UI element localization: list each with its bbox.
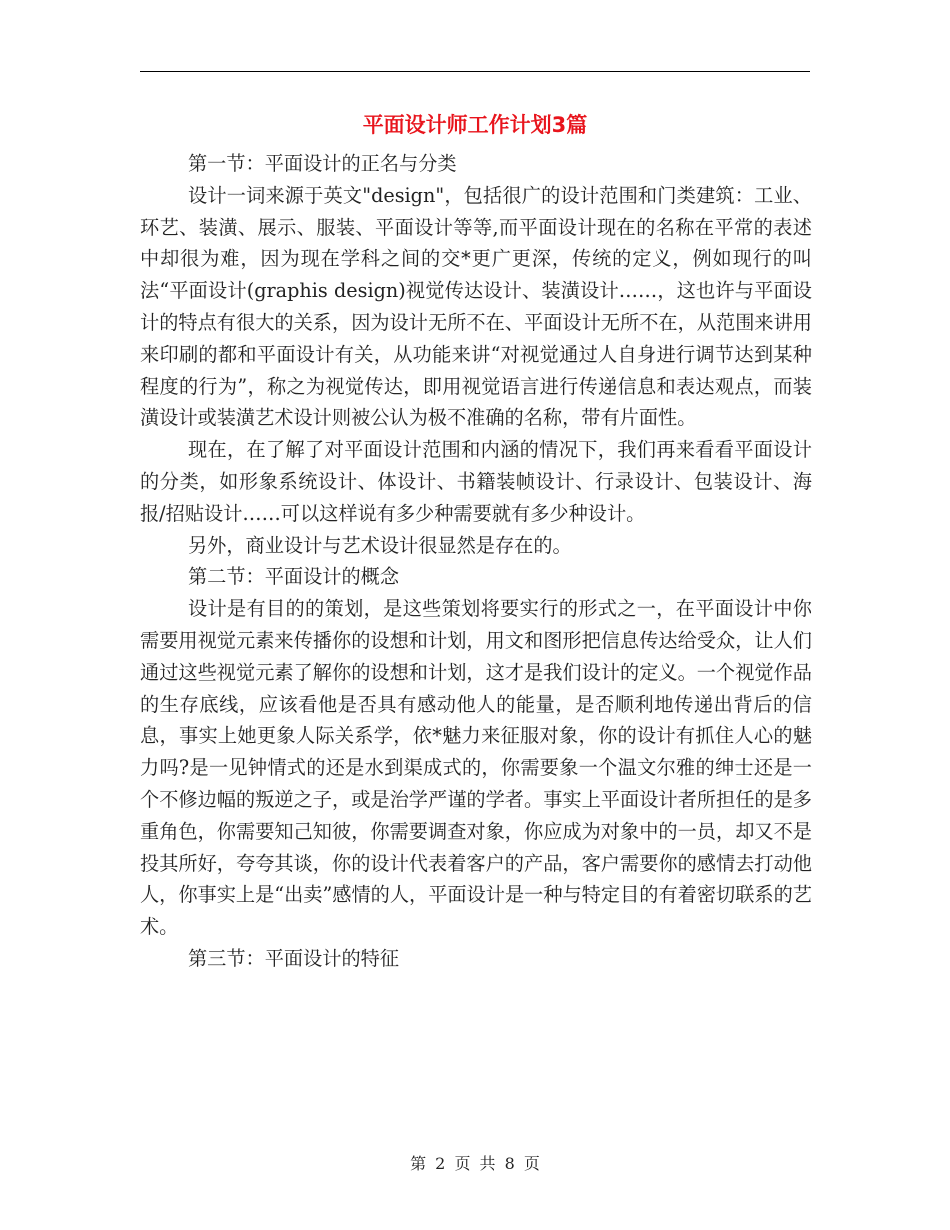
- section-heading-3: 第三节：平面设计的特征: [188, 946, 400, 970]
- paragraph-design-origin: 设计一词来源于英文"design"，包括很广的设计范围和门类建筑：工业、环艺、装潢、展示、服装、平面设计等等,而平面设计现在的名称在平常的表述中却很为难，因为现在学科之间的交*更广更深，传统的定义，例如现行的叫法“平面设计(graphis design)视觉传达设计、装潢设计……，这也许与平面设计的特点有很大的关系，因为设计无所不在、平面设计无所不在，从范围来讲用来印刷的都和平面设计有关，从功能来讲“对视觉通过人自身进行调节达到某种程度的行为”，称之为视觉传达，即用视觉语言进行传递信息和表达观点，而装潢设计或装潢艺术设计则被公认为极不准确的名称，带有片面性。: [140, 183, 812, 430]
- header-rule: [140, 71, 810, 72]
- page-number: 第 2 页 共 8 页: [410, 1154, 540, 1173]
- section-heading-2: 第二节：平面设计的概念: [188, 565, 400, 589]
- document-body: [140, 148, 812, 975]
- paragraph-concept: 设计是有目的的策划，是这些策划将要实行的形式之一，在平面设计中你需要用视觉元素来传播你的设想和计划，用文和图形把信息传达给受众，让人们通过这些视觉元素了解你的设想和计划，这才是我们设计的定义。一个视觉作品的生存底线，应该看他是否具有感动他人的能量，是否顺利地传递出背后的信息，事实上她更象人际关系学，依*魅力来征服对象，你的设计有抓住人心的魅力吗?是一见钟情式的还是水到渠成式的，你需要象一个温文尔雅的绅士还是一个不修边幅的叛逆之子，或是治学严谨的学者。事实上平面设计者所担任的是多重角色，你需要知己知彼，你需要调查对象，你应成为对象中的一员，却又不是投其所好，夸夸其谈，你的设计代表着客户的产品，客户需要你的感情去打动他人，你事实上是“出卖”感情的人，平面设计是一种与特定目的有着密切联系的艺术。: [140, 597, 812, 939]
- section-heading-1: 第一节：平面设计的正名与分类: [188, 152, 457, 175]
- paragraph-classification: 现在，在了解了对平面设计范围和内涵的情况下，我们再来看看平面设计的分类，如形象系统设计、体设计、书籍装帧设计、行录设计、包装设计、海报/招贴设计……可以这样说有多少种需要就有多少种设计。: [140, 438, 812, 525]
- paragraph-commercial-art: 另外，商业设计与艺术设计很显然是存在的。: [188, 533, 572, 557]
- document-title: 平面设计师工作计划3篇: [362, 113, 588, 137]
